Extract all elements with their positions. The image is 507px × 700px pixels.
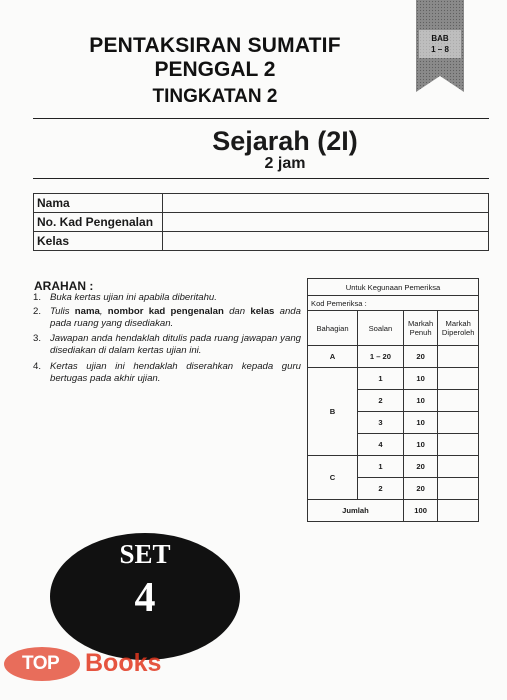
watermark-text-books: Books (85, 649, 162, 677)
section-cell: B (308, 368, 358, 456)
name-field[interactable] (163, 194, 489, 213)
marks-obtained-cell[interactable] (438, 412, 479, 434)
full-mark-cell: 20 (403, 456, 438, 478)
instruction-number: 1. (33, 292, 42, 303)
instruction-item (33, 292, 301, 304)
full-mark-cell: 10 (403, 390, 438, 412)
marks-obtained-cell[interactable] (438, 456, 479, 478)
ic-number-label: No. Kad Pengenalan (34, 213, 163, 232)
page-title-line-1: PENTAKSIRAN SUMATIF (89, 34, 341, 57)
examiner-marks-table (307, 278, 479, 522)
total-full-mark: 100 (403, 500, 438, 522)
question-cell: 2 (358, 390, 404, 412)
marks-obtained-cell[interactable] (438, 478, 479, 500)
question-cell: 1 (358, 368, 404, 390)
badge-line-2: 1 – 8 (431, 45, 449, 54)
exam-duration: 2 jam (264, 155, 306, 172)
examiner-code-label: Kod Pemeriksa : (308, 296, 479, 311)
divider-top (33, 118, 489, 119)
set-label: SET (119, 539, 171, 569)
instruction-item (33, 361, 301, 384)
set-number: 4 (134, 575, 156, 621)
table-row (308, 456, 479, 478)
instruction-item (33, 306, 301, 329)
full-mark-cell: 20 (403, 346, 438, 368)
badge-line-1: BAB (431, 34, 449, 43)
instruction-text: Jawapan anda hendaklah ditulis pada ruang jawapan yang disediakan di dalam kertas ujian ini. (50, 333, 301, 356)
total-row (308, 500, 479, 522)
column-header: Soalan (358, 311, 404, 346)
marks-obtained-cell[interactable] (438, 346, 479, 368)
question-cell: 3 (358, 412, 404, 434)
column-header: Markah Diperoleh (438, 311, 479, 346)
total-obtained-cell[interactable] (438, 500, 479, 522)
marks-obtained-cell[interactable] (438, 390, 479, 412)
question-cell: 4 (358, 434, 404, 456)
marks-obtained-cell[interactable] (438, 368, 479, 390)
examiner-table-title: Untuk Kegunaan Pemeriksa (308, 279, 479, 296)
class-label: Kelas (34, 232, 163, 251)
full-mark-cell: 20 (403, 478, 438, 500)
instruction-item (33, 333, 301, 356)
marks-obtained-cell[interactable] (438, 434, 479, 456)
section-cell: C (308, 456, 358, 500)
question-cell: 1 – 20 (358, 346, 404, 368)
total-label: Jumlah (308, 500, 404, 522)
divider-bottom (33, 178, 489, 179)
instruction-number: 3. (33, 333, 42, 344)
full-mark-cell: 10 (403, 434, 438, 456)
instruction-text: Buka kertas ujian ini apabila diberitahu. (50, 292, 217, 303)
table-row (308, 346, 479, 368)
question-cell: 2 (358, 478, 404, 500)
instructions-heading: ARAHAN : (34, 279, 94, 293)
column-header: Markah Penuh (403, 311, 438, 346)
page-title-line-2: PENGGAL 2 (154, 58, 276, 81)
name-label: Nama (34, 194, 163, 213)
question-cell: 1 (358, 456, 404, 478)
page-title-line-3: TINGKATAN 2 (152, 86, 278, 107)
section-cell: A (308, 346, 358, 368)
class-field[interactable] (163, 232, 489, 251)
full-mark-cell: 10 (403, 368, 438, 390)
instruction-number: 2. (33, 306, 42, 317)
watermark-text-top: TOP (22, 653, 60, 674)
student-info-table (33, 193, 489, 251)
table-row (308, 368, 479, 390)
subject-title: Sejarah (2I) (212, 126, 358, 156)
full-mark-cell: 10 (403, 412, 438, 434)
ic-number-field[interactable] (163, 213, 489, 232)
instruction-text: Kertas ujian ini hendaklah diserahkan kepada guru bertugas pada akhir ujian. (50, 361, 301, 384)
instruction-text: Tulis nama, nombor kad pengenalan dan kelas anda pada ruang yang disediakan. (50, 306, 301, 329)
instruction-number: 4. (33, 361, 42, 372)
column-header: Bahagian (308, 311, 358, 346)
